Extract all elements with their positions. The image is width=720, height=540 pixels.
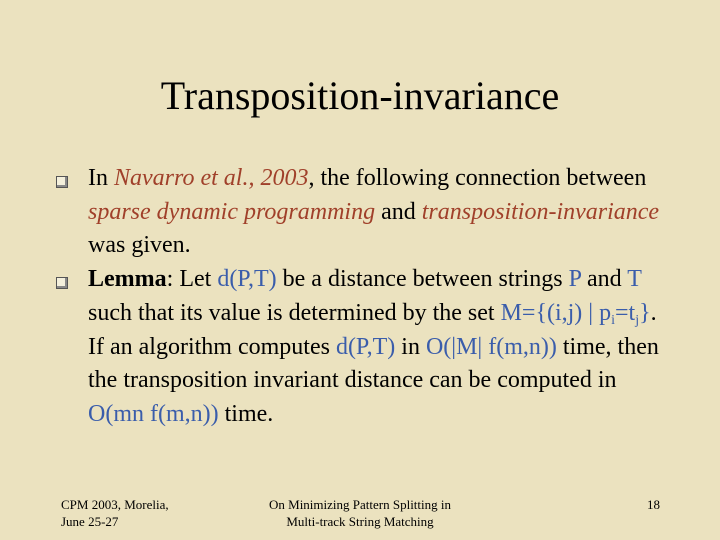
- bullet-text: in: [395, 333, 426, 360]
- footer-title-line2: Multi-track String Matching: [286, 514, 434, 529]
- bullet-text: In: [88, 165, 114, 191]
- set-part: =t: [615, 299, 636, 326]
- footer-conference-line1: CPM 2003, Morelia,: [61, 497, 169, 512]
- bullet-text: : Let: [166, 266, 218, 293]
- square-bullet-icon: [56, 277, 68, 289]
- bullet-item-lemma: [56, 263, 676, 432]
- term-sparse-dp: sparse dynamic programming: [88, 198, 376, 225]
- bullet-text: . If an algorithm computes: [88, 299, 657, 360]
- footer-conference: [61, 496, 169, 530]
- page-number: 18: [647, 497, 660, 512]
- set-part: M={(i,j) | p: [500, 299, 612, 326]
- set-expression: [501, 300, 651, 326]
- subscript-j: j: [635, 312, 640, 328]
- subscript-i: i: [611, 312, 615, 328]
- lemma-label: Lemma: [88, 266, 167, 293]
- complexity-2: O(mn f(m,n)): [88, 400, 219, 427]
- bullet-text: time, then the transposition invariant distance can be computed in: [88, 333, 659, 394]
- term-transposition-invariance: transposition-invariance: [421, 198, 660, 225]
- string-p: P: [568, 266, 582, 293]
- square-bullet-icon: [56, 176, 68, 188]
- bullet-text: and: [375, 198, 422, 225]
- bullet-item-connection: [56, 162, 676, 263]
- citation: Navarro et al., 2003: [114, 165, 309, 191]
- footer-conference-line2: June 25-27: [61, 514, 119, 529]
- bullet-list: [56, 162, 676, 432]
- distance-expr-2: d(P,T): [335, 333, 396, 360]
- bullet-text: and: [581, 266, 628, 293]
- bullet-text: such that its value is determined by the set: [88, 299, 501, 326]
- set-part: }: [639, 299, 651, 326]
- bullet-text: be a distance between strings: [276, 266, 569, 293]
- slide-title: Transposition-invariance: [160, 73, 560, 118]
- complexity-1: O(|M| f(m,n)): [425, 333, 557, 360]
- footer-title-line1: On Minimizing Pattern Splitting in: [269, 497, 451, 512]
- string-t: T: [627, 266, 642, 293]
- bullet-text: was given.: [88, 232, 191, 259]
- bullet-text: time.: [218, 400, 274, 427]
- footer-paper-title: [250, 496, 470, 530]
- distance-expr: d(P,T): [217, 266, 277, 293]
- bullet-text: , the following connection between: [308, 165, 647, 191]
